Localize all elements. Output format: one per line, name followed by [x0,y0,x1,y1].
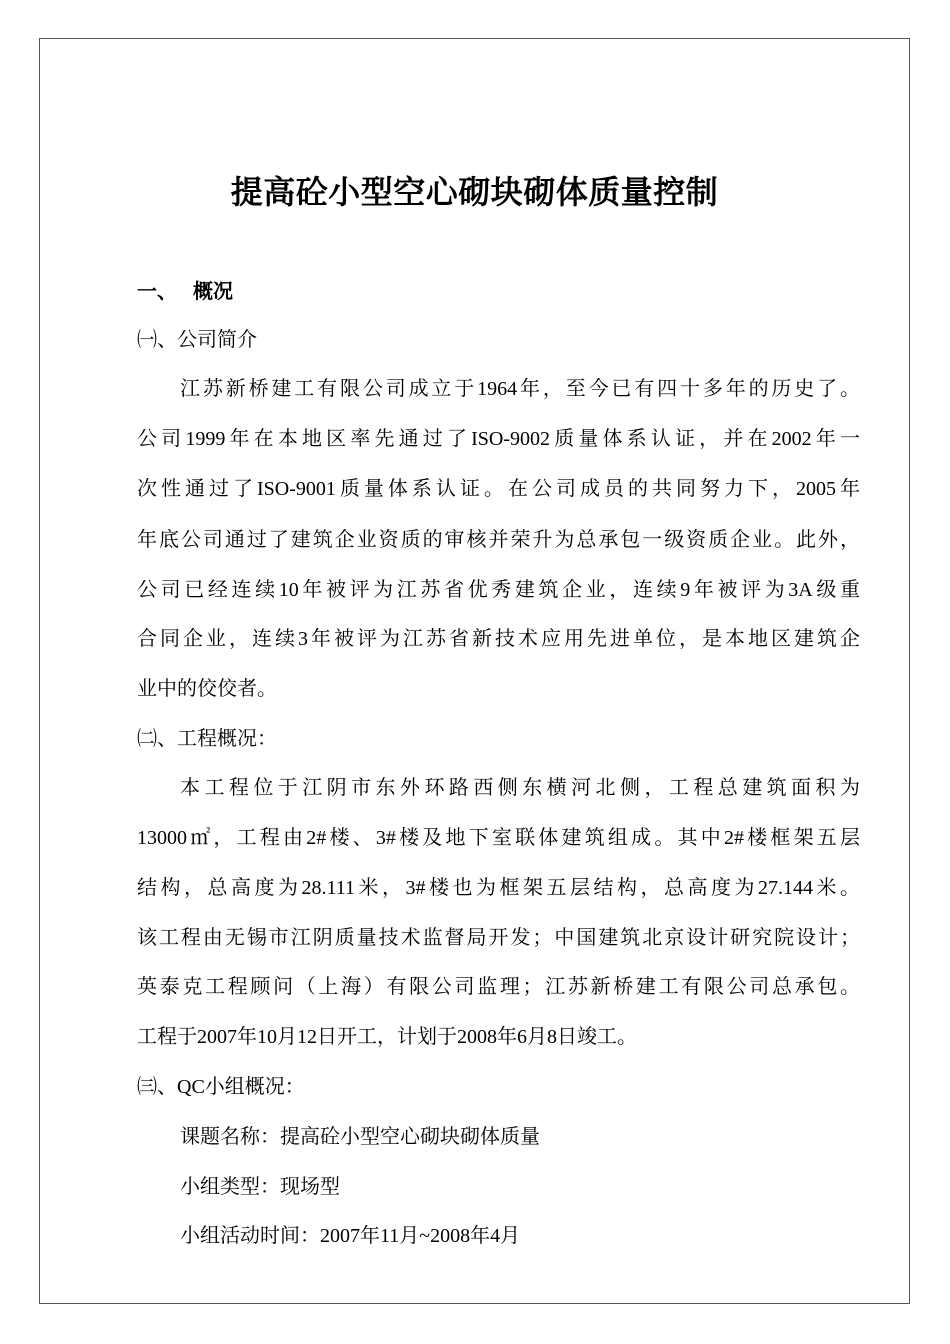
paragraph-line: 本工程位于江阴市东外环路西侧东横河北侧，工程总建筑面积为 [180,777,860,799]
section-heading-overview [137,276,233,308]
paragraph-line: 合同企业，连续3年被评为江苏省新技术应用先进单位，是本地区建筑企 [137,628,860,650]
subsection-heading-company: ㈠、公司简介 [137,329,257,351]
qc-item-topic: 课题名称：提高砼小型空心砌块砌体质量 [180,1126,540,1148]
subsection-heading-qc-group: ㈢、QC小组概况： [137,1076,305,1098]
paragraph-line: 结构，总高度为28.111米，3#楼也为框架五层结构，总高度为27.144米。 [137,877,860,899]
paragraph-line: 年底公司通过了建筑企业资质的审核并荣升为总承包一级资质企业。此外， [137,529,860,551]
paragraph-line: 公司已经连续10年被评为江苏省优秀建筑企业，连续9年被评为3A级重 [137,579,860,601]
section-title: 概况 [193,281,233,303]
paragraph-line: 英泰克工程顾问（上海）有限公司监理；江苏新桥建工有限公司总承包。 [137,976,860,998]
paragraph-line: 该工程由无锡市江阴质量技术监督局开发；中国建筑北京设计研究院设计； [137,927,860,949]
page-frame [39,38,910,1304]
paragraph-line: 13000㎡，工程由2#楼、3#楼及地下室联体建筑组成。其中2#楼框架五层 [137,827,860,849]
qc-item-period: 小组活动时间：2007年11月~2008年4月 [180,1225,521,1247]
paragraph-line: 业中的佼佼者。 [137,678,277,700]
paragraph-line: 江苏新桥建工有限公司成立于1964年，至今已有四十多年的历史了。 [180,378,860,400]
document-title: 提高砼小型空心砌块砌体质量控制 [230,174,719,210]
paragraph-line: 公司1999年在本地区率先通过了ISO-9002质量体系认证，并在2002年一 [137,428,860,450]
paragraph-line: 工程于2007年10月12日开工，计划于2008年6月8日竣工。 [137,1026,637,1048]
section-number: 一、 [137,281,177,303]
paragraph-line: 次性通过了ISO-9001质量体系认证。在公司成员的共同努力下，2005年 [137,478,860,500]
qc-item-type: 小组类型：现场型 [180,1176,340,1198]
subsection-heading-project: ㈡、工程概况： [137,728,277,750]
